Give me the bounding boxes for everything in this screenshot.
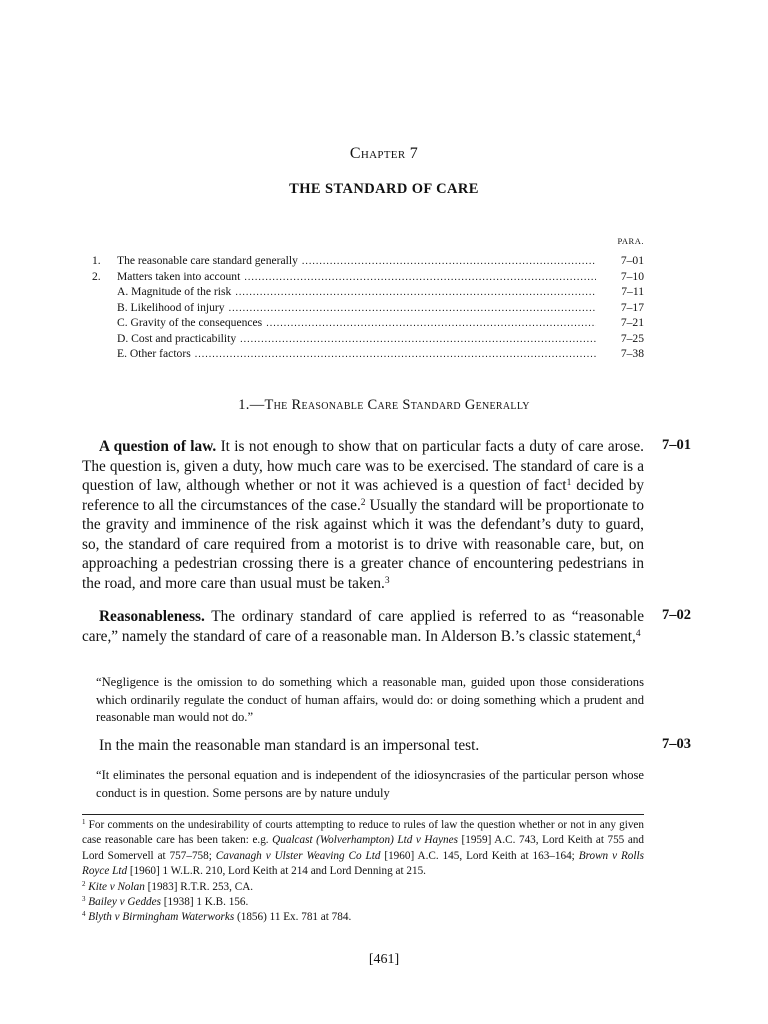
footnote-text: [1960] 1 W.L.R. 210, Lord Keith at 214 and Lord Denning at 215.: [127, 865, 426, 878]
chapter-title: THE STANDARD OF CARE: [289, 181, 479, 197]
section-heading: 1.—The Reasonable Care Standard Generally: [238, 397, 530, 413]
footnote-mark: 4: [82, 910, 86, 919]
block-quote: “Negligence is the omission to do something which a reasonable man, guided upon those considerations which ordinarily regulate the conduct of human affairs, would do: or doing something which a prudent and reasonable man would not do.”: [96, 675, 644, 724]
footnote-divider: [82, 814, 644, 815]
toc-leader-dots: [195, 349, 596, 360]
footnote-ref[interactable]: 4: [635, 628, 641, 639]
toc-label: Matters taken into account: [117, 269, 241, 283]
chapter-label: [0, 145, 768, 163]
footnote: [82, 895, 644, 910]
toc-label: The reasonable care standard generally: [117, 254, 298, 267]
toc-para-number: 7–17: [620, 300, 644, 314]
footnote-ref[interactable]: 3: [384, 575, 390, 586]
toc-row: [92, 332, 644, 348]
toc-row: [92, 301, 644, 317]
toc-label: A. Magnitude of the risk: [117, 285, 232, 298]
margin-para-number: 7–03: [662, 736, 691, 752]
paragraph-heading: Reasonableness.: [99, 608, 205, 625]
toc-para-number: 7–10: [620, 269, 644, 283]
margin-para-number: 7–02: [662, 607, 691, 623]
toc-label: E. Other factors: [117, 347, 191, 360]
chapter-prefix: Chapter: [349, 145, 406, 162]
toc-label: C. Gravity of the consequences: [117, 316, 263, 329]
footnote: [82, 880, 644, 895]
toc-para-number: 7–38: [620, 347, 644, 360]
case-name: Blyth v Birmingham Waterworks: [88, 911, 235, 924]
footnote-mark: 2: [82, 879, 86, 888]
toc-para-label: PARA.: [617, 236, 644, 246]
paragraph-text: The ordinary standard of care applied is referred to as “reasonable care,” namely the standard of care of a reasonable man. In Alderson B.’s classic statement,: [82, 608, 644, 645]
footnote-ref[interactable]: 1: [566, 477, 572, 488]
paragraph-text: In the main the reasonable man standard is an impersonal test.: [99, 737, 480, 754]
footnote: [82, 818, 644, 880]
toc-row: [92, 254, 644, 270]
toc-leader-dots: [244, 272, 596, 283]
chapter-number: 7: [409, 145, 419, 162]
footnote-mark: 1: [82, 818, 86, 827]
footnote-text: For comments on the undesirability of courts attempting to reduce to rules of law the question whether or not in any given case reasonable care has been taken: e.g.: [82, 819, 644, 847]
block-quote: “It eliminates the personal equation and is independent of the idiosyncrasies of the particular person whose conduct is in question. Some persons are by nature unduly: [96, 768, 644, 800]
paragraph-7-02: [82, 607, 644, 646]
table-of-contents: [92, 254, 644, 363]
toc-leader-dots: [235, 287, 596, 298]
toc-row: [92, 270, 644, 286]
paragraph-text: decided by reference to all the circumstances of the case.: [82, 477, 644, 514]
footnote-text: [1960] A.C. 145, Lord Keith at 163–164;: [380, 849, 579, 862]
paragraph-7-03: [82, 736, 644, 756]
paragraph-text: Usually the standard will be proportionate to the gravity and imminence of the risk against which it was the defendant’s duty to guard, so, the standard of care required from a motorist is to drive with reasonable care, but, on approaching a pedestrian crossing there is a greater chance of encountering pedestrians in the road, and more care than usual must be taken.: [82, 496, 644, 592]
footnote-mark: 3: [82, 895, 86, 904]
toc-label: D. Cost and practicability: [117, 331, 237, 345]
toc-row: [92, 316, 644, 332]
footnote: [82, 910, 644, 925]
case-name: Bailey v Geddes: [88, 896, 161, 909]
toc-row: [92, 285, 644, 301]
footnote-text: [1983] R.T.R. 253, CA.: [144, 880, 254, 893]
margin-para-number: 7–01: [662, 437, 691, 453]
case-name: Cavanagh v Ulster Weaving Co Ltd: [215, 849, 381, 862]
footnotes: [82, 818, 644, 926]
paragraph-heading: A question of law.: [99, 438, 217, 455]
footnote-text: [1959] A.C. 743, Lord Keith at 755 and Lord Somervell at 757–758;: [82, 834, 644, 862]
toc-para-number: 7–21: [620, 316, 644, 329]
page-number: [461]: [368, 952, 400, 967]
toc-para-number: 7–01: [620, 254, 644, 267]
toc-para-number: 7–11: [621, 285, 644, 298]
case-name: Qualcast (Wolverhampton) Ltd v Haynes: [272, 834, 458, 847]
toc-number: 1.: [92, 254, 101, 267]
toc-leader-dots: [240, 334, 596, 345]
toc-row: [92, 347, 644, 363]
case-name: Kite v Nolan: [88, 880, 145, 893]
footnote-ref[interactable]: 2: [360, 497, 366, 508]
footnote-text: [1938] 1 K.B. 156.: [160, 896, 249, 909]
paragraph-text: It is not enough to show that on particular facts a duty of care arose. The question is, given a duty, how much care was to be exercised. The standard of care is a question of law, although whether or not it was achieved is a question of fact: [82, 438, 644, 494]
toc-para-number: 7–25: [620, 331, 644, 345]
toc-leader-dots: [302, 256, 596, 267]
toc-label: B. Likelihood of injury: [117, 300, 225, 314]
case-name: Brown v Rolls Royce Ltd: [82, 849, 644, 878]
paragraph-7-01: [82, 437, 644, 593]
toc-leader-dots: [229, 303, 596, 314]
footnote-text: (1856) 11 Ex. 781 at 784.: [234, 911, 352, 924]
toc-number: 2.: [92, 269, 101, 283]
toc-leader-dots: [266, 318, 596, 329]
